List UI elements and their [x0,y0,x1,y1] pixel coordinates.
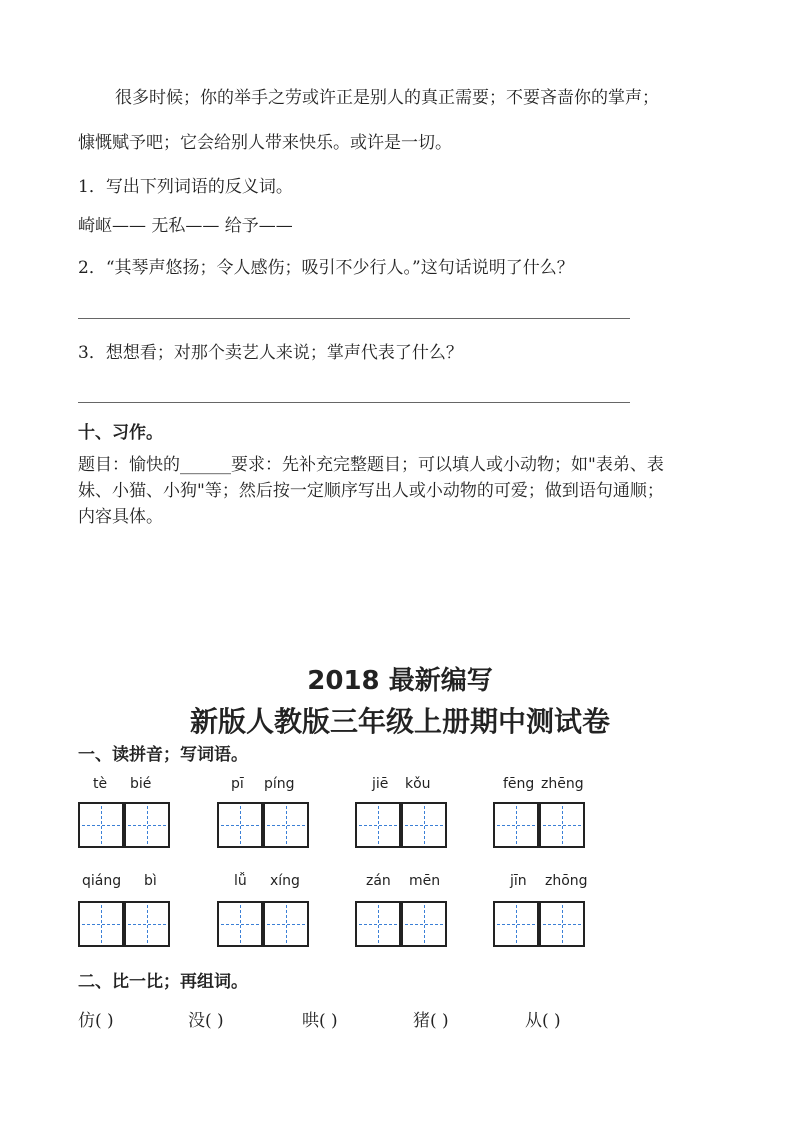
writing-box[interactable] [78,901,124,947]
compare-item: 仿( ) [78,1011,114,1031]
writing-box[interactable] [263,802,309,848]
passage-line-1: 很多时候；你的举手之劳或许正是别人的真正需要；不要吝啬你的掌声； [115,88,659,108]
pinyin: zhōng [545,873,588,889]
writing-box[interactable] [539,802,585,848]
compare-item: 猪( ) [413,1011,449,1031]
composition-line-2: 妹、小猫、小狗"等；然后按一定顺序写出人或小动物的可爱；做到语句通顺； [78,481,664,501]
writing-box[interactable] [78,802,124,848]
pinyin: jīn [510,873,527,889]
passage-line-2: 慷慨赋予吧；它会给别人带来快乐。或许是一切。 [78,133,452,153]
question-1-words: 崎岖—— 无私—— 给予—— [78,216,293,236]
pinyin: tè [93,776,108,792]
pinyin: lǚ [234,873,247,889]
writing-box[interactable] [401,802,447,848]
composition-line-1: 题目：愉快的______要求：先补充完整题目；可以填人或小动物；如"表弟、表 [78,455,664,475]
pinyin: píng [264,776,295,792]
pinyin: qiáng [82,873,122,889]
writing-box[interactable] [124,901,170,947]
pinyin: zhēng [541,776,584,792]
answer-line-q3[interactable] [78,402,630,403]
pinyin: zán [366,873,391,889]
writing-box[interactable] [355,802,401,848]
writing-box[interactable] [401,901,447,947]
composition-line-3: 内容具体。 [78,507,163,527]
composition-heading: 十、习作。 [78,423,163,443]
answer-line-q2[interactable] [78,318,630,319]
writing-box[interactable] [263,901,309,947]
pinyin: bì [144,873,157,889]
writing-box[interactable] [493,901,539,947]
pinyin: pī [231,776,244,792]
pinyin: jiē [372,776,389,792]
writing-box[interactable] [539,901,585,947]
question-3: 3．想想看；对那个卖艺人来说；掌声代表了什么？ [78,343,463,363]
compare-item: 从( ) [525,1011,561,1031]
compare-item: 哄( ) [302,1011,338,1031]
pinyin: kǒu [405,776,431,792]
writing-box[interactable] [217,901,263,947]
section-1-heading: 一、读拼音；写词语。 [78,745,248,765]
pinyin: xíng [270,873,300,889]
exam-title-line-2: 新版人教版三年级上册期中测试卷 [189,705,610,738]
exam-title-line-1: 2018 最新编写 [307,666,493,696]
question-2: 2．“其琴声悠扬；令人感伤；吸引不少行人。”这句话说明了什么？ [78,258,574,278]
writing-box[interactable] [124,802,170,848]
pinyin: bié [130,776,152,792]
pinyin: mēn [409,873,441,889]
pinyin: fēng [503,776,535,792]
writing-box[interactable] [355,901,401,947]
writing-box[interactable] [493,802,539,848]
question-1: 1．写出下列词语的反义词。 [78,177,293,197]
compare-item: 没( ) [188,1011,224,1031]
section-2-heading: 二、比一比；再组词。 [78,972,248,992]
writing-box[interactable] [217,802,263,848]
